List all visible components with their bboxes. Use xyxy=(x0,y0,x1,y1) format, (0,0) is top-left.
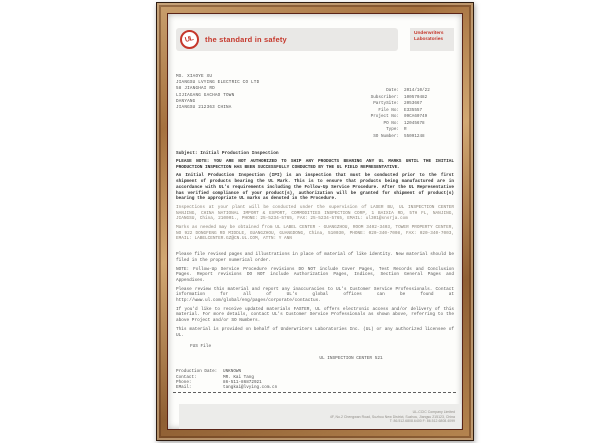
inspection-center-line: UL INSPECTION CENTER 521 xyxy=(319,356,383,362)
paragraph-please-note: PLEASE NOTE: YOU ARE NOT AUTHORIZED TO SHIP ANY PRODUCTS BEARING ANY UL MARKS UNTIL THE INITIAL PRODUCTION INSPECTION HAS BEEN SUCCESSFULLY CONDUCTED BY THE UL FIELD REPRESENTATIVE. xyxy=(176,159,454,170)
recipient-line: DANYANG xyxy=(176,98,196,104)
footer-line: T: 86.512.6808.6400 F: 86.512.6808.4099 xyxy=(389,419,455,424)
reference-block xyxy=(345,88,452,140)
recipient-line: 58 JIANGHAI RD xyxy=(176,86,215,92)
contact-block xyxy=(176,369,454,390)
reference-row: Type: R xyxy=(386,127,407,132)
picture-frame xyxy=(156,2,474,441)
brand-box xyxy=(410,28,454,51)
ul-logo-letters: UL xyxy=(184,35,195,44)
tagline: the standard in safety xyxy=(205,35,287,44)
paragraph-marks: Marks as needed may be obtained from UL LABEL CENTER - GUANGZHOU, ROOM 3402-3403, TOWER PROPERTY CENTER, NO 922 DONGFENG RD MIDDLE, GUANGZHOU, GUANGDONG, China, 510030, PHONE: 020-340-7008, FAX: 020-340-7003, EMAIL: LABELCENTER.GZ@CN.UL.COM, ATTN: Y ANN xyxy=(176,225,454,242)
paragraph-inspections: Inspections at your plant will be conducted under the supervision of LASER BU, UL INSPECTION CENTER NANJING, CHINA NATIONAL IMPORT & EXPORT, COMMODITIES INSPECTION CORP, 1 BAIXIA RD, 5TH FL, NANJING, JIANGSU, China, 210001., PHONE: 25-5234-5765, FAX: 25-5234-5765, EMAIL: ul301@snsrja.com xyxy=(176,204,454,222)
reference-row: Subscriber: 100570482 xyxy=(370,94,428,100)
reference-row: SO Number: 55091248 xyxy=(373,133,425,139)
footer-line: UL-CCIC Company Limited xyxy=(412,410,455,414)
recipient-line: MS. XIAOYE XU xyxy=(176,74,213,79)
recipient-line: JIANGSU LVYING ELECTRIC CO LTD xyxy=(176,80,260,86)
paragraph-updated-materials: If you'd like to receive updated materials FASTER, UL offers electronic access and/or delivery of this material. For more details, contact UL's Customer Service Professionals as shown above, referring to the above Project and/or SO Numbers. xyxy=(176,306,454,324)
paragraph-review-material: Please review this material and report any inaccuracies to UL's Customer Service Professionals. Contact information for all of UL's global offices can be found at http://www.ul.com/global/eng/pages/corporate/contactus. xyxy=(176,286,454,304)
ul-logo-icon xyxy=(180,30,199,49)
contact-row: Phone: 86-511-86872921 xyxy=(176,379,262,385)
paragraph-provided-behalf: This material is provided on behalf of Underwriters Laboratories Inc. (UL) or any authorized licensee of UL. xyxy=(176,326,454,338)
address-reference-row xyxy=(176,74,454,140)
contact-row: Contact: MR. Kai Tang xyxy=(176,374,254,380)
brand-line: Underwriters xyxy=(414,31,444,36)
recipient-line: JIANGSU 212363 CHINA xyxy=(176,105,232,111)
letterhead xyxy=(176,28,454,51)
fus-file-note: FUS File xyxy=(190,344,212,350)
recipient-address xyxy=(176,74,259,140)
reference-row: PartySite: 2053667 xyxy=(373,101,423,106)
paragraph-ipi-definition: An Initial Production Inspection (IPI) is an inspection that must be conducted prior to the first shipment of products bearing the UL Mark. This is to ensure that products being manufactured are in accordance with UL's requirements including the Follow-Up Service Procedure. After the UL Representative has verified compliance of your product(s), authorization will be granted for shipment of product(s) bearing the appropriate UL marks as denoted in the Procedure. xyxy=(176,173,454,202)
subject-line: Subject: Initial Production Inspection xyxy=(176,151,279,156)
ul-banner xyxy=(176,28,398,51)
brand-line: Laboratories xyxy=(414,36,444,42)
reference-row: Project No: 09CA60749 xyxy=(370,114,428,119)
ul-letter-document xyxy=(167,13,463,430)
paragraph-file-revised: Please file revised pages and illustrations in place of material of like identity. New material should be filed in the proper numerical order. xyxy=(176,252,454,263)
reference-row: PO No: 12045678 xyxy=(383,120,425,126)
recipient-line: LIJIAGANG GACHAO TOWN xyxy=(176,92,235,98)
reference-row: Date: 2014/10/22 xyxy=(386,88,430,93)
perforation-line xyxy=(173,392,456,393)
paragraph-note-revisions: NOTE: Follow-Up Service Procedure revisions DO NOT include Cover Pages, Test Records and Conclusion Pages. Report revisions DO NOT include Authorization Pages, Indices, Section General Pages and Appendixes. xyxy=(176,266,454,283)
footer-band xyxy=(179,404,461,430)
footer-line: 4F, No.2 Chengwan Road, Suzhou New District, Suzhou, Jiangsu 215123, China xyxy=(329,414,455,419)
reference-row: File No: E335557 xyxy=(378,107,423,113)
contact-row: Production Date: UNKNOWN xyxy=(176,369,242,375)
contact-row: EMail: tangkai@lvying.com.cn xyxy=(176,385,278,391)
